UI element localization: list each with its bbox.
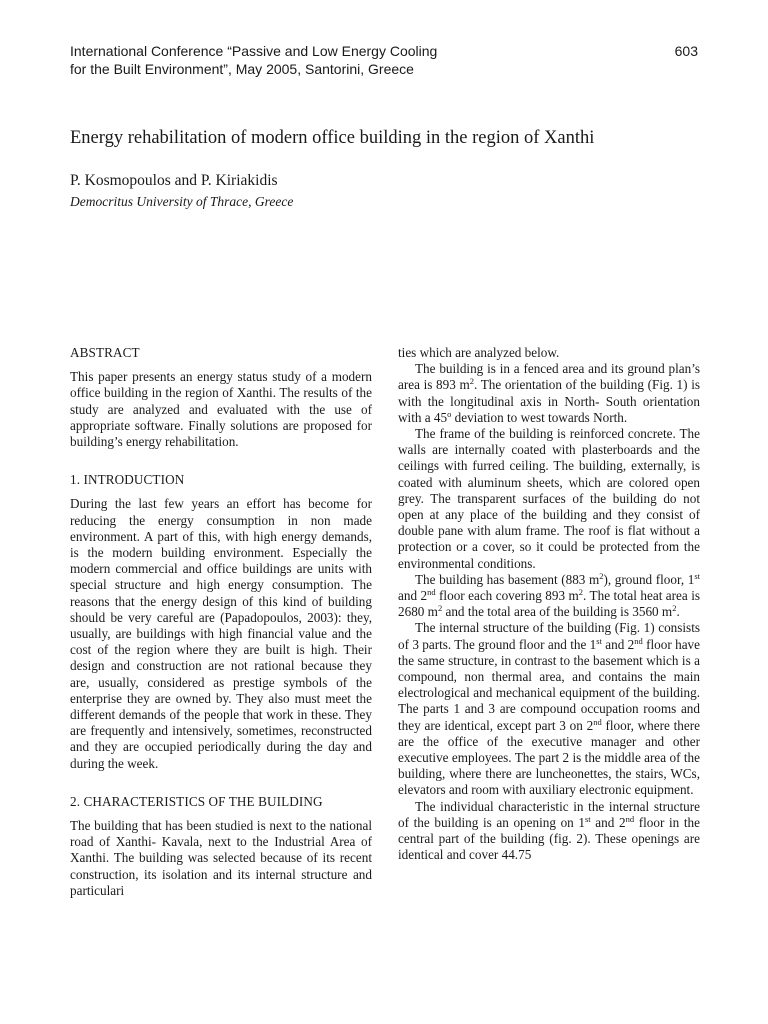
conference-name: [70, 42, 630, 78]
introduction-text: During the last few years an effort has become for reducing the energy consumption in non made environment. A part of this, with high energy demands, is the modern building environment. Especially the modern commercial and office buildings are units with special structure and high energy consumption. The reasons that the energy design of this kind of building should be very careful are (Papadopoulos, 2003): they, usually, are buildings with high financial value and the cost of the region where they are built is high. Their design and construction are not rational because they are, usually, considered as prestige symbols of the enterprise they are owned by. They also must meet the different demands of the people that work in these. They are frequently and intensively, sometimes, reconstructed and they are occupied periodically during the day and during the week.: [70, 496, 372, 771]
paper-title: Energy rehabilitation of modern office building in the region of Xanthi: [70, 128, 595, 148]
affiliation: Democritus University of Thrace, Greece: [70, 194, 294, 209]
continuation-text: ties which are analyzed below.: [398, 345, 560, 360]
paragraph-ground-plan: The building is in a fenced area and its ground plan’s area is 893 $m^2$. The orientation of the building (Fig. 1) is with the longitudinal axis in North- South orientation with a 45$^o$ deviation to west towards North.: [398, 361, 700, 425]
abstract-text: This paper presents an energy status study of a modern office building in the region of Xanthi. The results of the study are analyzed and evaluated with the use of appropriate software. Finally solutions are proposed for building’s energy rehabilitation.: [70, 369, 372, 450]
conference-line-1: International Conference “Passive and Low Energy Cooling: [70, 43, 438, 59]
paragraph-openings: The individual characteristic in the internal structure of the building is an opening on 1st and 2nd floor in the central part of the building (fig. 2). These openings are identical and cover 44.75: [398, 798, 700, 863]
right-column: [398, 345, 700, 864]
characteristics-heading: 2. CHARACTERISTICS OF THE BUILDING: [70, 793, 323, 809]
authors: P. Kosmopoulos and P. Kiriakidis: [70, 172, 278, 189]
conference-line-2: for the Built Environment”, May 2005, Santorini, Greece: [70, 61, 414, 77]
running-header: [70, 42, 698, 78]
introduction-heading: 1. INTRODUCTION: [70, 472, 185, 488]
paragraph-areas: The building has basement (883 $m^2$), ground floor, 1st and 2nd floor each covering 893 $m^2$. The total heat area is 2680 $m^2$ and the total area of the building is 3560 $m^2$.: [398, 570, 700, 620]
paragraph-frame: The frame of the building is reinforced concrete. The walls are internally coated with plasterboards and the ceilings with furred ceiling. The building, externally, is coated with aluminum sheets, which are colored open grey. The transparent surfaces of the building do not open at any place of the building and they consist of double pane with alum frame. The roof is flat without a protection or a cover, so it could be protected from the environmental conditions.: [398, 426, 700, 571]
abstract-heading: ABSTRACT: [70, 345, 140, 360]
characteristics-text: The building that has been studied is next to the national road of Xanthi- Kavala, next to the Industrial Area of Xanthi. The building was selected because of its recent construction, its isolation and its internal structure and particulari: [70, 818, 372, 898]
paragraph-internal-structure: The internal structure of the building (Fig. 1) consists of 3 parts. The ground floor and the 1st and 2nd floor have the same structure, in contrast to the basement which is a compound, non thermal area, and contains the main electrological and mechanical equipment of the building. The parts 1 and 3 are compound occupation rooms and they are identical, except part 3 on 2nd floor, where there are the office of the executive manager and other executive employees. The part 2 is the middle area of the building, where there are luncheonettes, the stairs, WCs, elevators and room with auxiliary electronic equipment.: [398, 620, 700, 798]
page-number: 603: [674, 43, 698, 59]
left-column: [70, 345, 372, 899]
